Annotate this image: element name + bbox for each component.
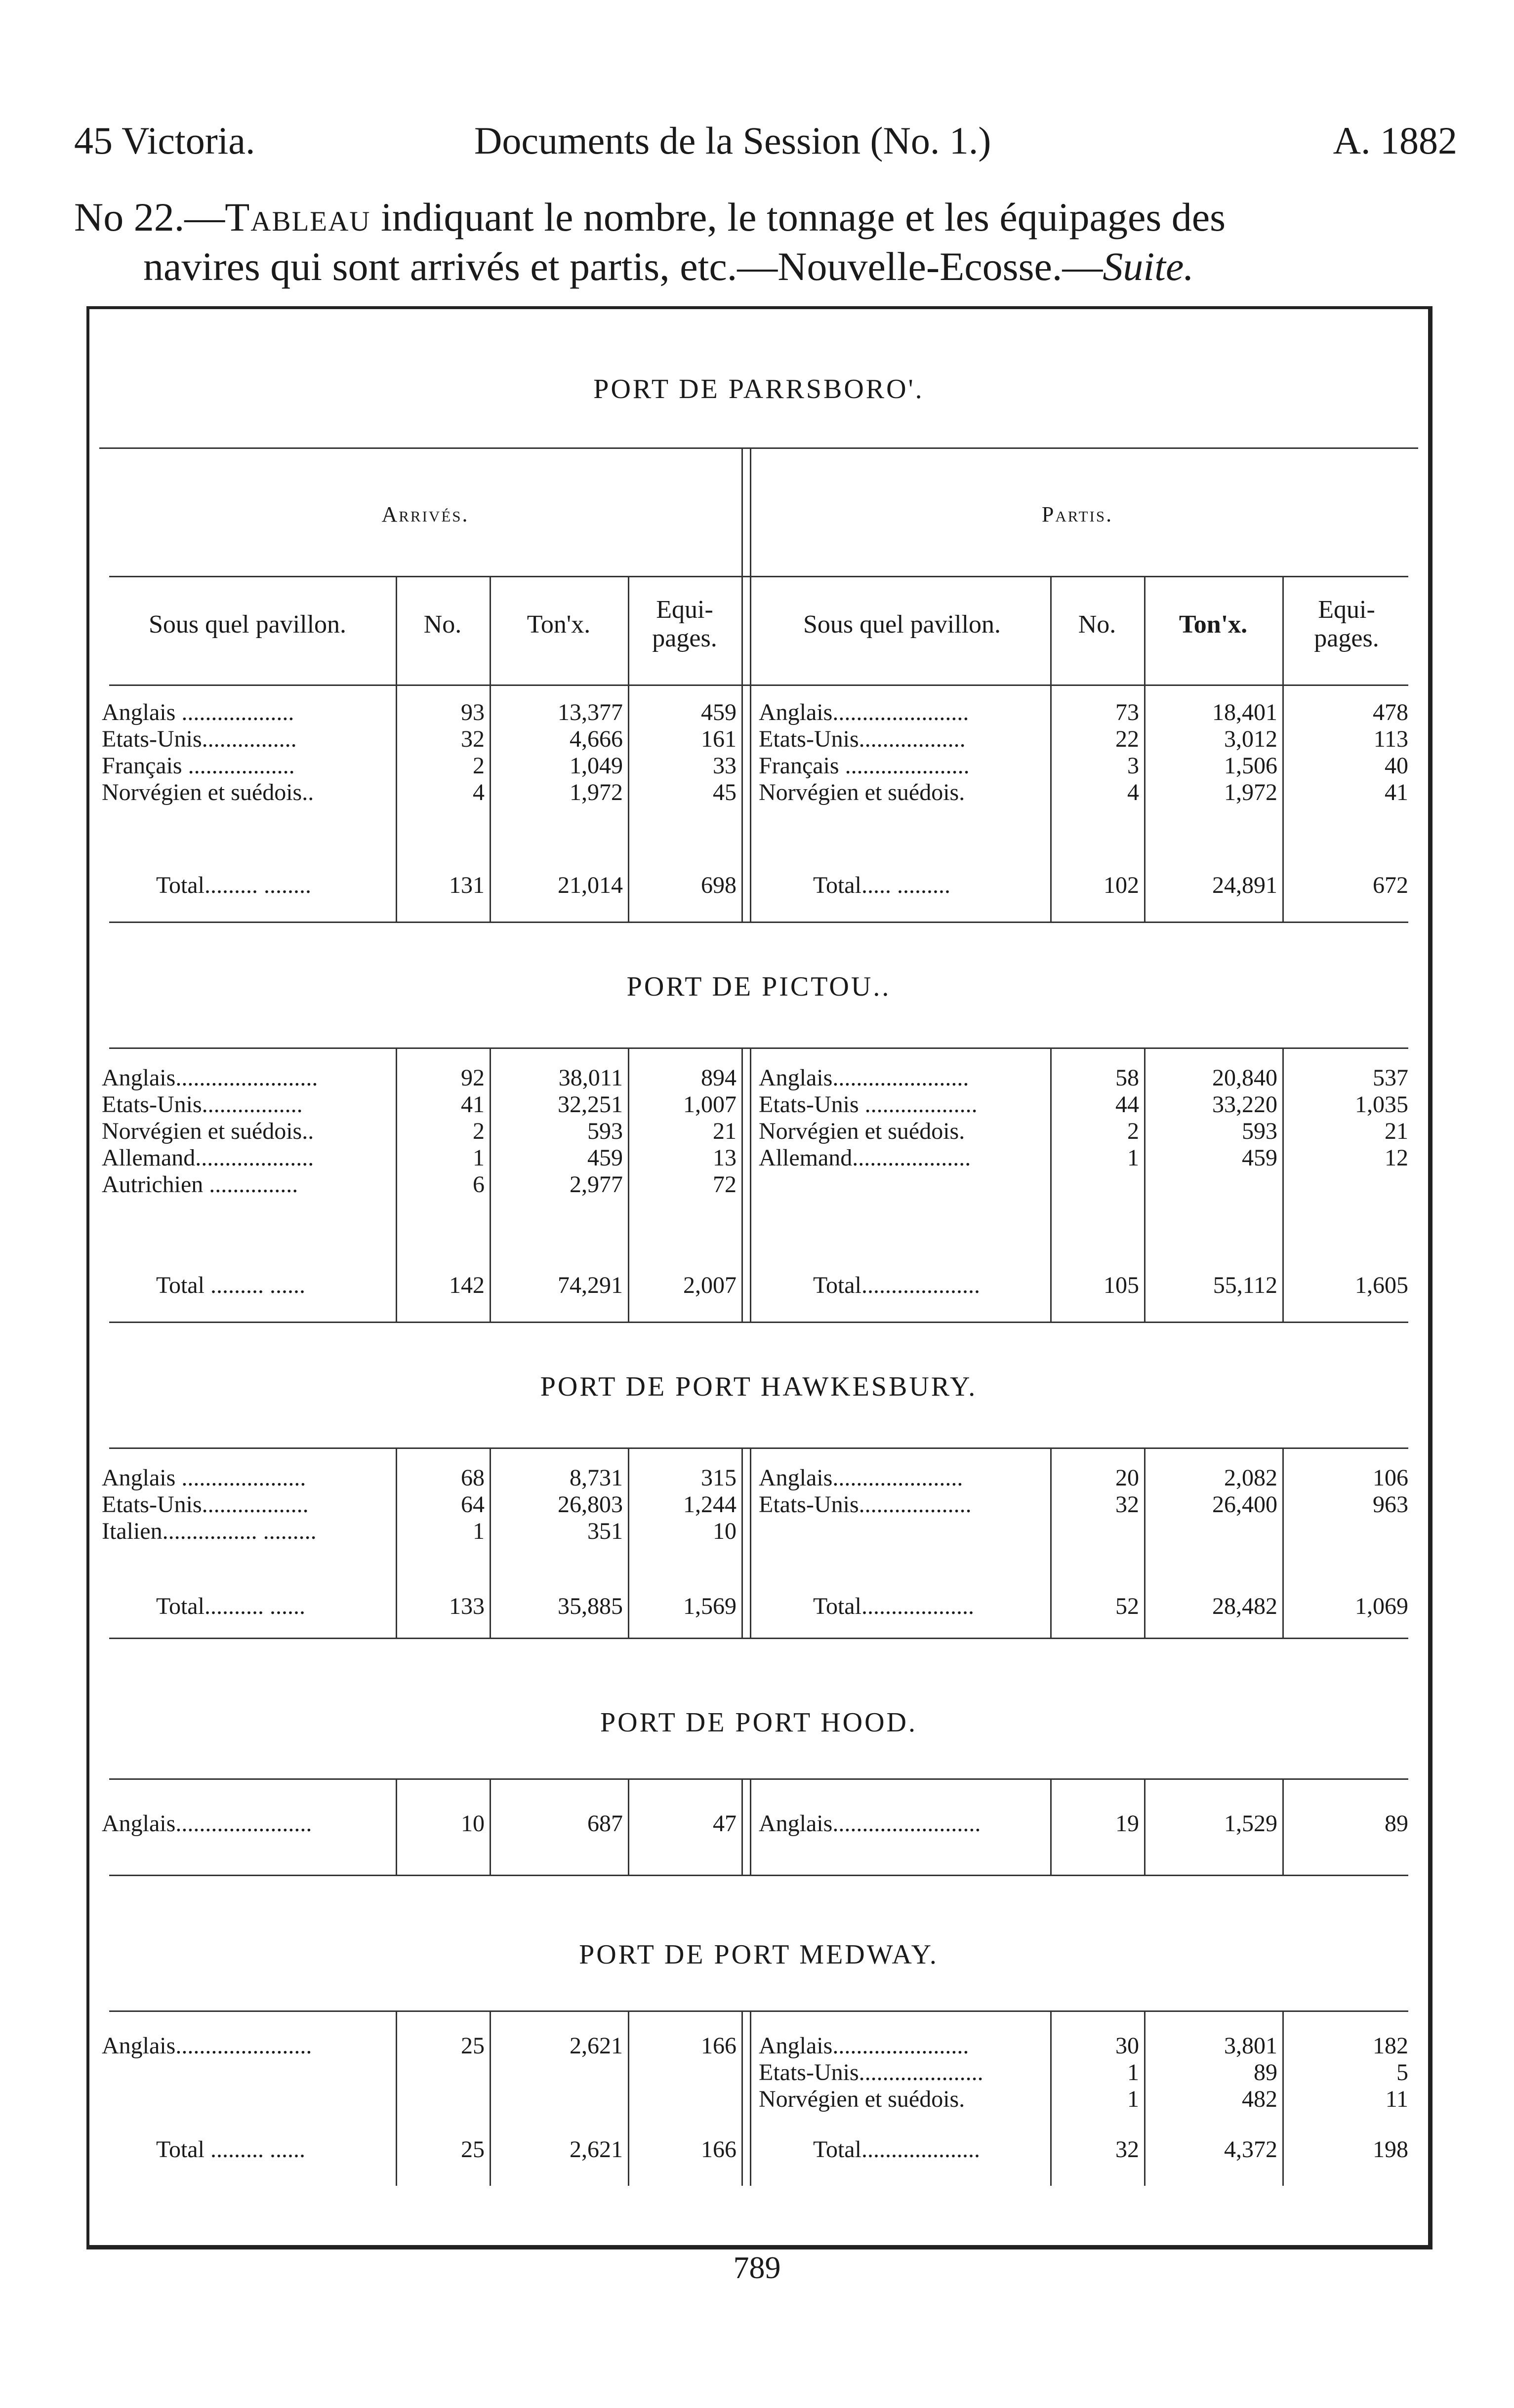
arrives-heading: Arrivés.: [381, 502, 469, 526]
table-title: [74, 193, 1457, 291]
port-title-pictou: PORT DE PICTOU..: [626, 971, 891, 1002]
column-rule: [1050, 1447, 1052, 1638]
arr-total-label: Total ......... ......: [156, 1272, 305, 1298]
par-row-name: Anglais.........................: [759, 1810, 981, 1837]
title-line1: indiquant le nombre, le tonnage et les équipages des: [370, 195, 1226, 240]
par-row-eq: 113: [1373, 726, 1408, 752]
arr-row-no: 64: [461, 1491, 485, 1518]
par-row-name: Etats-Unis.....................: [759, 2059, 983, 2086]
arr-row-eq: 1,244: [683, 1491, 737, 1518]
par-total-label: Total...................: [813, 1593, 974, 1619]
title-tableau: Tableau: [225, 195, 371, 240]
divider: [109, 1778, 1408, 1780]
port-title-hawkesbury: PORT DE PORT HAWKESBURY.: [540, 1371, 978, 1402]
arr-row-eq: 166: [701, 2033, 737, 2059]
column-rule: [1282, 1778, 1284, 1875]
par-row-no: 32: [1115, 1491, 1139, 1518]
arr-row-ton: 8,731: [570, 1465, 623, 1491]
column-rule: [396, 1778, 397, 1875]
arr-row-no: 10: [461, 1810, 485, 1837]
col-head-equip-arr: Equi- pages.: [652, 596, 717, 652]
par-row-ton: 3,012: [1224, 726, 1277, 752]
par-row-eq: 11: [1385, 2086, 1408, 2112]
header-center: Documents de la Session (No. 1.): [474, 119, 991, 162]
par-row-no: 3: [1127, 753, 1139, 779]
arr-total-no: 25: [461, 2136, 485, 2163]
arr-row-eq: 1,007: [683, 1091, 737, 1118]
arr-row-ton: 1,972: [570, 779, 623, 805]
arr-row-ton: 459: [587, 1145, 623, 1171]
column-rule: [490, 1778, 491, 1875]
col-head-no-par: No.: [1078, 610, 1116, 639]
column-rule: [490, 1047, 491, 1322]
par-row-no: 22: [1115, 726, 1139, 752]
arr-row-name: Anglais.......................: [102, 2033, 312, 2059]
column-rule: [396, 1047, 397, 1322]
par-row-ton: 1,972: [1224, 779, 1277, 805]
arr-row-no: 4: [473, 779, 485, 805]
divider: [109, 1638, 1408, 1639]
arr-row-name: Etats-Unis..................: [102, 1491, 309, 1518]
divider: [109, 1322, 1408, 1323]
arr-total-ton: 35,885: [558, 1593, 623, 1619]
arr-total-ton: 2,621: [570, 2136, 623, 2163]
arr-row-no: 1: [473, 1145, 485, 1171]
column-rule: [1144, 2010, 1146, 2186]
par-row-no: 1: [1127, 1145, 1139, 1171]
arr-total-label: Total ......... ......: [156, 2136, 305, 2163]
statistics-table: [86, 306, 1432, 2249]
par-total-eq: 1,605: [1355, 1272, 1408, 1298]
par-row-eq: 21: [1385, 1118, 1408, 1144]
arr-total-no: 131: [449, 872, 485, 898]
col-head-equip-par: Equi- pages.: [1314, 596, 1379, 652]
par-row-eq: 478: [1373, 699, 1408, 725]
par-total-label: Total....................: [813, 1272, 980, 1298]
par-row-no: 58: [1115, 1065, 1139, 1091]
double-rule: [741, 447, 751, 922]
par-row-name: Norvégien et suédois.: [759, 779, 965, 805]
arr-total-eq: 698: [701, 872, 737, 898]
column-rule: [1144, 1447, 1146, 1638]
column-rule: [490, 1447, 491, 1638]
par-row-ton: 3,801: [1224, 2033, 1277, 2059]
arr-row-eq: 45: [713, 779, 737, 805]
arr-row-no: 2: [473, 753, 485, 779]
arr-row-name: Anglais .....................: [102, 1465, 306, 1491]
divider: [109, 1447, 1408, 1449]
par-row-name: Anglais......................: [759, 1465, 963, 1491]
arr-row-name: Anglais.......................: [102, 1810, 312, 1837]
arr-row-name: Autrichien ...............: [102, 1171, 298, 1198]
arr-row-eq: 33: [713, 753, 737, 779]
double-rule: [741, 1778, 751, 1875]
par-row-name: Norvégien et suédois.: [759, 2086, 965, 2112]
par-row-no: 30: [1115, 2033, 1139, 2059]
arr-row-name: Italien................ .........: [102, 1518, 317, 1544]
arr-row-ton: 2,621: [570, 2033, 623, 2059]
port-title-port-hood: PORT DE PORT HOOD.: [600, 1707, 917, 1738]
par-row-ton: 1,506: [1224, 753, 1277, 779]
arr-total-no: 142: [449, 1272, 485, 1298]
arr-row-eq: 47: [713, 1810, 737, 1837]
arr-row-ton: 687: [587, 1810, 623, 1837]
par-total-ton: 28,482: [1212, 1593, 1277, 1619]
page-number: 789: [733, 2250, 781, 2285]
col-head-no-arr: No.: [423, 610, 462, 639]
divider: [109, 1875, 1408, 1876]
column-rule: [1050, 1778, 1052, 1875]
col-head-ton-arr: Ton'x.: [527, 610, 591, 639]
port-title-medway: PORT DE PORT MEDWAY.: [579, 1939, 939, 1970]
title-prefix: No 22.—: [74, 195, 225, 240]
column-rule: [490, 2010, 491, 2186]
arr-row-name: Norvégien et suédois..: [102, 1118, 314, 1144]
column-rule: [1282, 1047, 1284, 1322]
double-rule: [741, 1047, 751, 1322]
par-row-name: Anglais.......................: [759, 1065, 969, 1091]
divider: [109, 2010, 1408, 2012]
arr-row-ton: 4,666: [570, 726, 623, 752]
par-row-ton: 482: [1242, 2086, 1277, 2112]
column-rule: [1050, 576, 1052, 922]
arr-row-name: Anglais ...................: [102, 699, 294, 725]
par-total-no: 52: [1115, 1593, 1139, 1619]
par-row-ton: 2,082: [1224, 1465, 1277, 1491]
arr-row-name: Anglais........................: [102, 1065, 318, 1091]
par-row-no: 1: [1127, 2059, 1139, 2086]
par-row-no: 44: [1115, 1091, 1139, 1118]
par-row-eq: 5: [1396, 2059, 1408, 2086]
par-row-name: Etats-Unis..................: [759, 726, 966, 752]
partis-heading: Partis.: [1041, 502, 1113, 526]
title-suite: Suite.: [1103, 244, 1194, 289]
column-rule: [1144, 576, 1146, 922]
arr-row-eq: 315: [701, 1465, 737, 1491]
header-right: A. 1882: [1333, 119, 1457, 162]
par-row-eq: 182: [1373, 2033, 1408, 2059]
par-total-no: 105: [1104, 1272, 1139, 1298]
arr-row-no: 93: [461, 699, 485, 725]
arr-row-no: 6: [473, 1171, 485, 1198]
arr-row-no: 41: [461, 1091, 485, 1118]
par-total-ton: 4,372: [1224, 2136, 1277, 2163]
arr-row-ton: 26,803: [558, 1491, 623, 1518]
column-rule: [1144, 1047, 1146, 1322]
par-row-no: 4: [1127, 779, 1139, 805]
col-head-pavillon-par: Sous quel pavillon.: [803, 610, 1001, 639]
arr-row-name: Norvégien et suédois..: [102, 779, 314, 805]
arr-row-eq: 894: [701, 1065, 737, 1091]
arr-total-no: 133: [449, 1593, 485, 1619]
par-row-ton: 18,401: [1212, 699, 1277, 725]
par-total-eq: 1,069: [1355, 1593, 1408, 1619]
divider: [109, 684, 1408, 686]
divider: [109, 1047, 1408, 1049]
arr-row-no: 2: [473, 1118, 485, 1144]
arr-row-ton: 1,049: [570, 753, 623, 779]
par-total-no: 102: [1104, 872, 1139, 898]
par-total-ton: 24,891: [1212, 872, 1277, 898]
arr-row-no: 68: [461, 1465, 485, 1491]
arr-row-eq: 10: [713, 1518, 737, 1544]
par-row-no: 73: [1115, 699, 1139, 725]
par-row-eq: 963: [1373, 1491, 1408, 1518]
arr-row-eq: 21: [713, 1118, 737, 1144]
arr-row-no: 1: [473, 1518, 485, 1544]
title-line2: navires qui sont arrivés et partis, etc.—Nouvelle-Ecosse.—: [143, 244, 1103, 289]
arr-row-no: 25: [461, 2033, 485, 2059]
par-row-eq: 1,035: [1355, 1091, 1408, 1118]
par-row-no: 19: [1115, 1810, 1139, 1837]
par-total-eq: 672: [1373, 872, 1408, 898]
divider: [99, 447, 1418, 449]
par-row-name: Allemand....................: [759, 1145, 971, 1171]
arr-row-eq: 72: [713, 1171, 737, 1198]
par-total-ton: 55,112: [1213, 1272, 1277, 1298]
arr-row-name: Etats-Unis.................: [102, 1091, 303, 1118]
par-row-name: Anglais.......................: [759, 699, 969, 725]
par-row-ton: 26,400: [1212, 1491, 1277, 1518]
par-row-name: Etats-Unis ...................: [759, 1091, 978, 1118]
par-row-no: 1: [1127, 2086, 1139, 2112]
arr-row-eq: 13: [713, 1145, 737, 1171]
par-row-ton: 89: [1254, 2059, 1277, 2086]
par-row-no: 20: [1115, 1465, 1139, 1491]
column-rule: [490, 576, 491, 922]
column-rule: [396, 576, 397, 922]
col-head-pavillon-arr: Sous quel pavillon.: [148, 610, 347, 639]
par-row-eq: 12: [1385, 1145, 1408, 1171]
arr-row-no: 92: [461, 1065, 485, 1091]
arr-row-eq: 459: [701, 699, 737, 725]
par-total-no: 32: [1115, 2136, 1139, 2163]
par-row-name: Etats-Unis...................: [759, 1491, 972, 1518]
arr-row-ton: 38,011: [558, 1065, 623, 1091]
par-row-ton: 459: [1242, 1145, 1277, 1171]
par-row-name: Anglais.......................: [759, 2033, 969, 2059]
column-rule: [396, 2010, 397, 2186]
arr-row-name: Allemand....................: [102, 1145, 314, 1171]
par-row-ton: 593: [1242, 1118, 1277, 1144]
arr-row-name: Etats-Unis................: [102, 726, 297, 752]
par-row-no: 2: [1127, 1118, 1139, 1144]
column-rule: [1282, 1447, 1284, 1638]
par-row-eq: 41: [1385, 779, 1408, 805]
par-total-label: Total....................: [813, 2136, 980, 2163]
arr-row-ton: 32,251: [558, 1091, 623, 1118]
arr-total-eq: 1,569: [683, 1593, 737, 1619]
arr-row-ton: 351: [587, 1518, 623, 1544]
par-total-label: Total..... .........: [813, 872, 950, 898]
arr-total-ton: 74,291: [558, 1272, 623, 1298]
arr-row-ton: 13,377: [558, 699, 623, 725]
column-rule: [1282, 2010, 1284, 2186]
par-total-eq: 198: [1373, 2136, 1408, 2163]
arr-total-ton: 21,014: [558, 872, 623, 898]
double-rule: [741, 2010, 751, 2186]
par-row-ton: 1,529: [1224, 1810, 1277, 1837]
arr-row-name: Français ..................: [102, 753, 295, 779]
arr-row-ton: 593: [587, 1118, 623, 1144]
par-row-ton: 20,840: [1212, 1065, 1277, 1091]
column-rule: [1144, 1778, 1146, 1875]
column-rule: [396, 1447, 397, 1638]
arr-total-eq: 166: [701, 2136, 737, 2163]
column-rule: [1282, 576, 1284, 922]
arr-total-label: Total.......... ......: [156, 1593, 305, 1619]
par-row-eq: 537: [1373, 1065, 1408, 1091]
arr-row-no: 32: [461, 726, 485, 752]
par-row-name: Français .....................: [759, 753, 970, 779]
par-row-eq: 106: [1373, 1465, 1408, 1491]
par-row-eq: 40: [1385, 753, 1408, 779]
divider: [109, 922, 1408, 923]
arr-row-ton: 2,977: [570, 1171, 623, 1198]
par-row-eq: 89: [1385, 1810, 1408, 1837]
par-row-ton: 33,220: [1212, 1091, 1277, 1118]
port-title-parrsboro: PORT DE PARRSBORO'.: [593, 374, 924, 404]
arr-total-eq: 2,007: [683, 1272, 737, 1298]
double-rule: [741, 1447, 751, 1638]
divider: [109, 576, 1408, 577]
par-row-name: Norvégien et suédois.: [759, 1118, 965, 1144]
arr-row-eq: 161: [701, 726, 737, 752]
header-left: 45 Victoria.: [74, 119, 255, 162]
column-rule: [1050, 1047, 1052, 1322]
column-rule: [1050, 2010, 1052, 2186]
arr-total-label: Total......... ........: [156, 872, 311, 898]
col-head-ton-par: Ton'x.: [1179, 610, 1248, 639]
